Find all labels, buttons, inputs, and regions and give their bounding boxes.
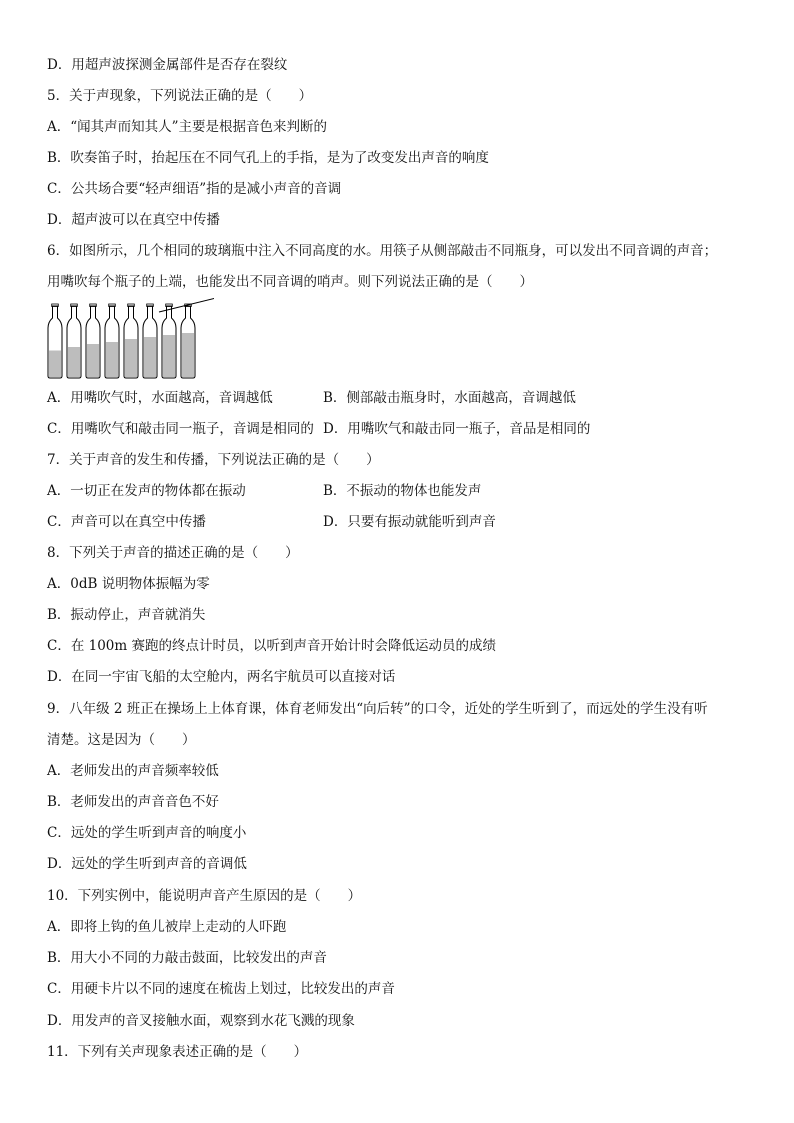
q8-option-d: D．在同一宇宙飞船的太空舱内，两名宇航员可以直接对话: [47, 669, 396, 685]
bottle-lip: [71, 304, 78, 307]
water-fill: [125, 339, 137, 377]
bottle-lip: [147, 304, 154, 307]
water-fill: [163, 335, 175, 377]
q10-stem: 10．下列实例中，能说明声音产生原因的是（ ）: [47, 888, 362, 904]
q10-option-b: B．用大小不同的力敲击鼓面，比较发出的声音: [47, 950, 327, 966]
q5-stem: 5．关于声现象，下列说法正确的是（ ）: [47, 88, 313, 104]
bottle-lip: [166, 304, 173, 307]
q9-option-d: D．远处的学生听到声音的音调低: [47, 856, 247, 872]
bottles-figure: [44, 296, 214, 384]
bottle-lip: [52, 304, 59, 307]
q4-option-d: D．用超声波探测金属部件是否存在裂纹: [47, 57, 288, 73]
q9-option-a: A．老师发出的声音频率较低: [47, 763, 219, 779]
q6-option-b: B．侧部敲击瓶身时，水面越高，音调越低: [323, 390, 576, 406]
q10-option-d: D．用发声的音叉接触水面，观察到水花飞溅的现象: [47, 1013, 355, 1029]
water-fill: [182, 333, 194, 377]
q5-option-a: A．“闻其声而知其人”主要是根据音色来判断的: [47, 119, 328, 135]
bottle-lip: [109, 304, 116, 307]
q5-option-c: C．公共场合要“轻声细语”指的是减小声音的音调: [47, 181, 342, 197]
bottle-row: [48, 304, 195, 378]
q6-option-d: D．用嘴吹气和敲击同一瓶子，音品是相同的: [323, 421, 591, 437]
q7-option-b: B．不振动的物体也能发声: [323, 483, 482, 499]
water-fill: [106, 342, 118, 377]
bottle: [143, 304, 157, 378]
bottle-lip: [128, 304, 135, 307]
water-fill: [49, 351, 61, 378]
bottle: [105, 304, 119, 378]
q9-option-c: C．远处的学生听到声音的响度小: [47, 825, 247, 841]
chopstick: [159, 298, 214, 312]
q9-option-b: B．老师发出的声音音色不好: [47, 794, 219, 810]
q5-option-d: D．超声波可以在真空中传播: [47, 212, 220, 228]
q6-option-a: A．用嘴吹气时，水面越高，音调越低: [47, 390, 273, 406]
q7-option-c: C．声音可以在真空中传播: [47, 514, 206, 530]
bottle-lip: [90, 304, 97, 307]
q10-option-c: C．用硬卡片以不同的速度在梳齿上划过，比较发出的声音: [47, 981, 395, 997]
q7-option-d: D．只要有振动就能听到声音: [323, 514, 496, 530]
bottle: [124, 304, 138, 378]
q6-option-c: C．用嘴吹气和敲击同一瓶子，音调是相同的: [47, 421, 314, 437]
q8-option-b: B．振动停止，声音就消失: [47, 607, 206, 623]
q9-stem-line2: 清楚。这是因为（ ）: [47, 732, 196, 748]
q5-option-b: B．吹奏笛子时，抬起压在不同气孔上的手指，是为了改变发出声音的响度: [47, 150, 489, 166]
water-fill: [87, 344, 99, 377]
bottle: [67, 304, 81, 378]
q7-stem: 7．关于声音的发生和传播，下列说法正确的是（ ）: [47, 452, 380, 468]
q6-stem-line2: 用嘴吹每个瓶子的上端，也能发出不同音调的哨声。则下列说法正确的是（ ）: [47, 274, 533, 290]
water-fill: [144, 337, 156, 377]
q11-stem: 11．下列有关声现象表述正确的是（ ）: [47, 1044, 308, 1060]
q8-option-a: A．0dB 说明物体振幅为零: [47, 576, 210, 592]
q6-stem-line1: 6．如图所示，几个相同的玻璃瓶中注入不同高度的水。用筷子从侧部敲击不同瓶身，可以发出不同音调的声音；: [47, 243, 718, 259]
bottle: [181, 304, 195, 378]
q8-option-c: C．在 100m 赛跑的终点计时员，以听到声音开始计时会降低运动员的成绩: [47, 638, 496, 654]
bottle: [162, 304, 176, 378]
water-fill: [68, 347, 80, 377]
bottle: [48, 304, 62, 378]
q10-option-a: A．即将上钩的鱼儿被岸上走动的人吓跑: [47, 919, 287, 935]
q9-stem-line1: 9．八年级 2 班正在操场上上体育课，体育老师发出“向后转”的口令，近处的学生听到了，而远处的学生没有听: [47, 701, 708, 717]
bottle: [86, 304, 100, 378]
q7-option-a: A．一切正在发声的物体都在振动: [47, 483, 246, 499]
q8-stem: 8．下列关于声音的描述正确的是（ ）: [47, 545, 299, 561]
